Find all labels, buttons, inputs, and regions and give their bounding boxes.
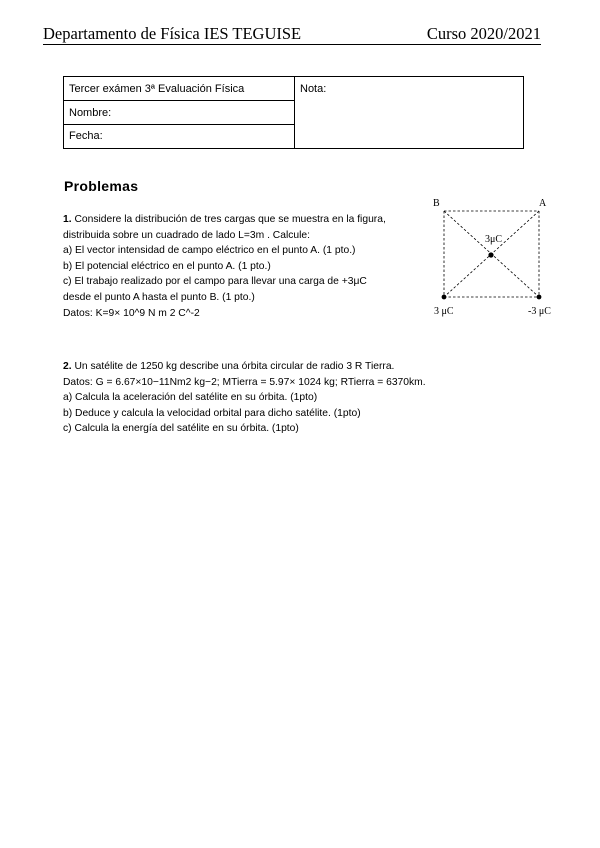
problem-1-data: Datos: K=9× 10^9 N m 2 C^-2 [63,307,200,319]
problem-1 [63,212,386,321]
problem-1-part-a: a) El vector intensidad de campo eléctrico en el punto A. (1 pto.) [63,245,356,257]
problem-1-line-1: 1. Considere la distribución de tres cargas que se muestra en la figura, [63,214,386,225]
point-a-label: A [539,198,547,209]
nombre-field: Nombre: [64,101,295,125]
problem-2-number: 2. [63,361,72,372]
bottom-left-charge-dot [442,295,447,300]
department-name: Departamento de Física IES TEGUISE [43,24,302,43]
problem-1-part-c: c) El trabajo realizado por el campo para llevar una carga de +3μC [63,276,367,288]
problem-2-line-1: 2. Un satélite de 1250 kg describe una órbita circular de radio 3 R Tierra. [63,361,395,372]
section-title: Problemas [64,178,139,194]
point-b-label: B [433,198,440,209]
bottom-right-charge-dot [537,295,542,300]
problem-1-line-6: desde el punto A hasta el punto B. (1 pto.) [63,291,255,303]
bottom-left-charge-label: 3 μC [434,306,454,317]
center-charge-label: 3μC [485,234,503,245]
charge-square-diagram [430,198,560,323]
problem-1-line-2: distribuida sobre un cuadrado de lado L=3m . Calcule: [63,229,310,241]
problem-1-number: 1. [63,214,72,225]
problem-1-part-b: b) El potencial eléctrico en el punto A. (1 pto.) [63,260,271,272]
center-charge-dot [488,252,493,257]
charge-square-figure [430,198,560,323]
page-header [43,22,541,45]
problem-2-part-b: b) Deduce y calcula la velocidad orbital para dicho satélite. (1pto) [63,407,361,419]
bottom-right-charge-label: -3 μC [528,306,551,317]
exam-title-cell: Tercer exámen 3ª Evaluación Física [64,77,295,101]
fecha-field: Fecha: [64,125,295,148]
course-year: Curso 2020/2021 [426,24,541,43]
problem-2-part-c: c) Calcula la energía del satélite en su órbita. (1pto) [63,423,299,435]
problem-2-part-a: a) Calcula la aceleración del satélite en su órbita. (1pto) [63,392,318,404]
nota-field: Nota: [300,83,327,95]
problem-2 [63,359,426,437]
exam-info-table [63,76,524,149]
problem-2-data: Datos: G = 6.67×10−11Nm2 kg−2; MTierra = 5.97× 1024 kg; RTierra = 6370km. [63,376,426,388]
